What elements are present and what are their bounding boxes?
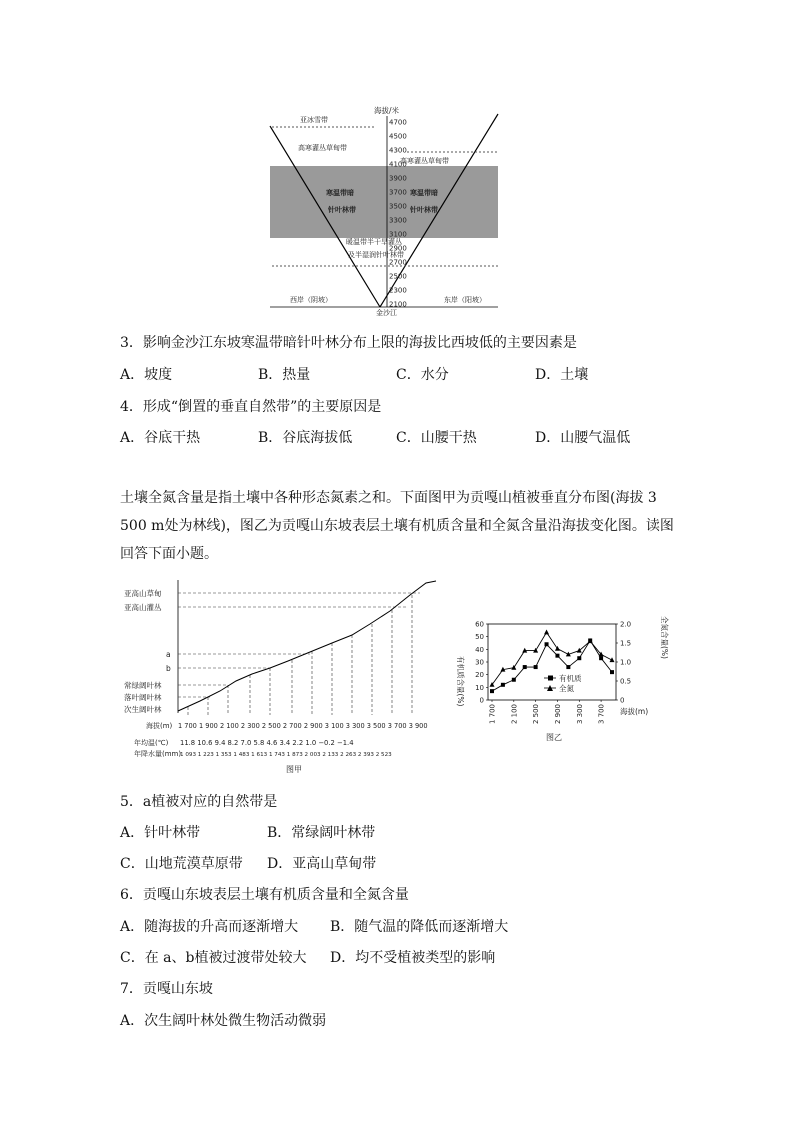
q7-option-a[interactable]: A．次生阔叶林处微生物活动微弱 [120,1013,327,1029]
label-coniferous-west-2: 针叶林带 [328,206,356,214]
y-left-tick-label: 30 [475,658,484,667]
legend-organic: 有机质 [559,674,582,683]
altitude-tick: 4300 [389,146,407,155]
legend-marker-square [548,676,553,681]
question-3-stem: 3．影响金沙江东坡寒温带暗针叶林分布上限的海拔比西坡低的主要因素是 [120,335,577,351]
zone-label-evergreen: 常绿阔叶林 [124,681,162,690]
label-east-bank: 东岸（阳坡） [444,296,486,304]
data-point-organic [501,683,505,687]
gongga-vegetation-figure [120,575,440,780]
q4-option-b[interactable]: B．谷底海拔低 [258,430,353,446]
label-alpine-meadow-west: 高寒灌丛草甸带 [298,144,347,152]
data-point-organic [599,656,603,660]
altitude-tick: 3500 [389,202,407,211]
altitude-tick: 4100 [389,160,407,169]
soil-content-chart [450,612,675,747]
label-west-bank: 西岸（阴坡） [290,296,332,304]
question-5-stem: 5．a植被对应的自然带是 [120,794,278,810]
zone-label-a: a [166,650,171,659]
zone-label-b: b [166,664,171,673]
row-altitude-label: 海拔(m) [146,722,173,730]
q3-option-b[interactable]: B．热量 [258,367,311,383]
series-group [490,630,615,694]
x-tick-label: 2 100 [510,704,519,725]
row-temperature-label: 年均温(℃) [134,739,169,747]
figure-caption-yi: 图乙 [546,733,562,742]
data-point-organic [545,642,549,646]
y-right-tick-label: 1.0 [620,658,632,667]
row-precipitation-values: 1 093 1 223 1 353 1 483 1 613 1 743 1 873 2 003 2 133 2 263 2 393 2 523 [180,752,392,758]
x-tick-label: 2 900 [553,704,562,725]
altitude-tick: 2100 [389,300,407,309]
x-axis-label: 海拔(m) [620,707,649,716]
intro-line: 500 m处为林线)，图乙为贡嘎山东坡表层土壤有机质含量和全氮含量沿海拔变化图。读图 [120,518,674,534]
zone-label-secondary: 次生阔叶林 [124,705,162,714]
question-6-stem: 6．贡嘎山东坡表层土壤有机质含量和全氮含量 [120,887,409,903]
label-coniferous-west-1: 寒温带暗 [326,189,354,197]
zone-label-alpine-meadow: 亚高山草甸 [124,589,162,598]
dark-coniferous-band [270,166,498,238]
row-temperature-values: 11.8 10.6 9.4 8.2 7.0 5.8 4.6 3.4 2.2 1.0 −0.2 −1.4 [180,739,354,747]
q5-option-b[interactable]: B．常绿阔叶林带 [267,825,376,841]
q5-option-c[interactable]: C．山地荒漠草原带 [120,856,243,872]
altitude-tick: 3900 [389,174,407,183]
chart-legend [544,673,582,693]
y-left-label: 有机质含量(%) [456,656,465,707]
x-ticks [489,700,606,724]
x-tick-label: 1 700 [488,704,497,725]
y-right-ticks [616,621,631,705]
label-coniferous-east-2: 针叶林带 [410,206,438,214]
q4-option-c[interactable]: C．山腰干热 [396,430,477,446]
y-left-tick-label: 60 [475,620,484,629]
y-left-tick-label: 40 [475,645,484,654]
plot-frame [488,624,616,700]
y-right-label: 全氮含量(%) [660,616,669,659]
y-left-tick-label: 50 [475,633,484,642]
data-point-organic [566,665,570,669]
intro-line: 回答下面小题。 [120,546,218,562]
series-line-square [492,640,612,691]
altitude-drop-lines [188,595,412,715]
data-point-organic [523,665,527,669]
valley-vertical-zone-figure [262,104,512,318]
q6-option-b[interactable]: B．随气温的降低而逐渐增大 [330,919,509,935]
row-altitude-values: 1 700 1 900 2 100 2 300 2 500 2 700 2 900 3 100 3 300 3 500 3 700 3 900 [178,722,428,730]
x-tick-label: 3 700 [597,704,606,725]
x-tick-label: 3 300 [575,704,584,725]
altitude-tick: 2500 [389,272,407,281]
x-tick-label: 2 500 [532,704,541,725]
q5-option-d[interactable]: D．亚高山草甸带 [267,856,377,872]
intro-line: 土壤全氮含量是指土壤中各种形态氮素之和。下面图甲为贡嘎山植被垂直分布图(海拔 3 [120,490,657,506]
altitude-tick: 3700 [389,188,407,197]
q3-option-a[interactable]: A．坡度 [120,367,173,383]
y-left-ticks [475,621,488,705]
q3-option-d[interactable]: D．土壤 [535,367,589,383]
altitude-tick: 3100 [389,230,407,239]
label-warm-shrub-2: 及半湿润针叶林带 [348,251,404,259]
label-alpine-meadow-east: 高寒灌丛草甸带 [400,157,449,165]
row-precipitation-label: 年降水量(mm) [134,750,182,758]
label-subnival: 亚冰雪带 [300,116,328,124]
data-point-nitrogen [544,630,549,635]
label-coniferous-east-1: 寒温带暗 [410,189,438,197]
mountain-profile [178,581,436,711]
altitude-tick: 4700 [389,118,407,127]
figure-caption-jia: 图甲 [286,765,302,774]
label-warm-shrub-1: 暖温带半干旱灌丛 [346,238,402,246]
y-right-tick-label: 2.0 [620,620,632,629]
y-left-tick-label: 10 [475,683,484,692]
zone-label-deciduous: 落叶阔叶林 [124,693,162,702]
altitude-tick: 2900 [389,244,407,253]
data-point-organic [610,670,614,674]
data-point-organic [555,654,559,658]
data-point-organic [512,678,516,682]
zone-boundaries [178,593,420,697]
data-point-organic [490,689,494,693]
data-point-nitrogen [610,657,615,662]
question-4-stem: 4．形成“倒置的垂直自然带”的主要原因是 [120,399,382,415]
q4-option-d[interactable]: D．山腰气温低 [535,430,631,446]
altitude-tick: 2300 [389,286,407,295]
legend-nitrogen: 全氮 [559,684,574,693]
q5-option-a[interactable]: A．针叶林带 [120,825,201,841]
y-right-tick-label: 1.5 [620,639,632,648]
question-7-stem: 7．贡嘎山东坡 [120,981,213,997]
zone-label-alpine-shrub: 亚高山灌丛 [124,603,162,612]
axis-title: 海拔/米 [374,106,400,115]
altitude-tick: 2700 [389,258,407,267]
data-point-organic [534,665,538,669]
q3-option-c[interactable]: C．水分 [396,367,449,383]
y-right-tick-label: 0.5 [620,677,632,686]
q6-option-c[interactable]: C．在 a、b植被过渡带处较大 [120,950,307,966]
altitude-tick: 3300 [389,216,407,225]
q4-option-a[interactable]: A．谷底干热 [120,430,201,446]
altitude-tick: 4500 [389,132,407,141]
data-point-organic [577,656,581,660]
y-left-tick-label: 0 [479,696,484,705]
y-left-tick-label: 20 [475,671,484,680]
label-river: 金沙江 [376,309,397,317]
y-right-tick-label: 0 [620,696,625,705]
intro-paragraph [120,484,780,568]
q6-option-d[interactable]: D．均不受植被类型的影响 [330,950,496,966]
q6-option-a[interactable]: A．随海拔的升高而逐渐增大 [120,919,299,935]
